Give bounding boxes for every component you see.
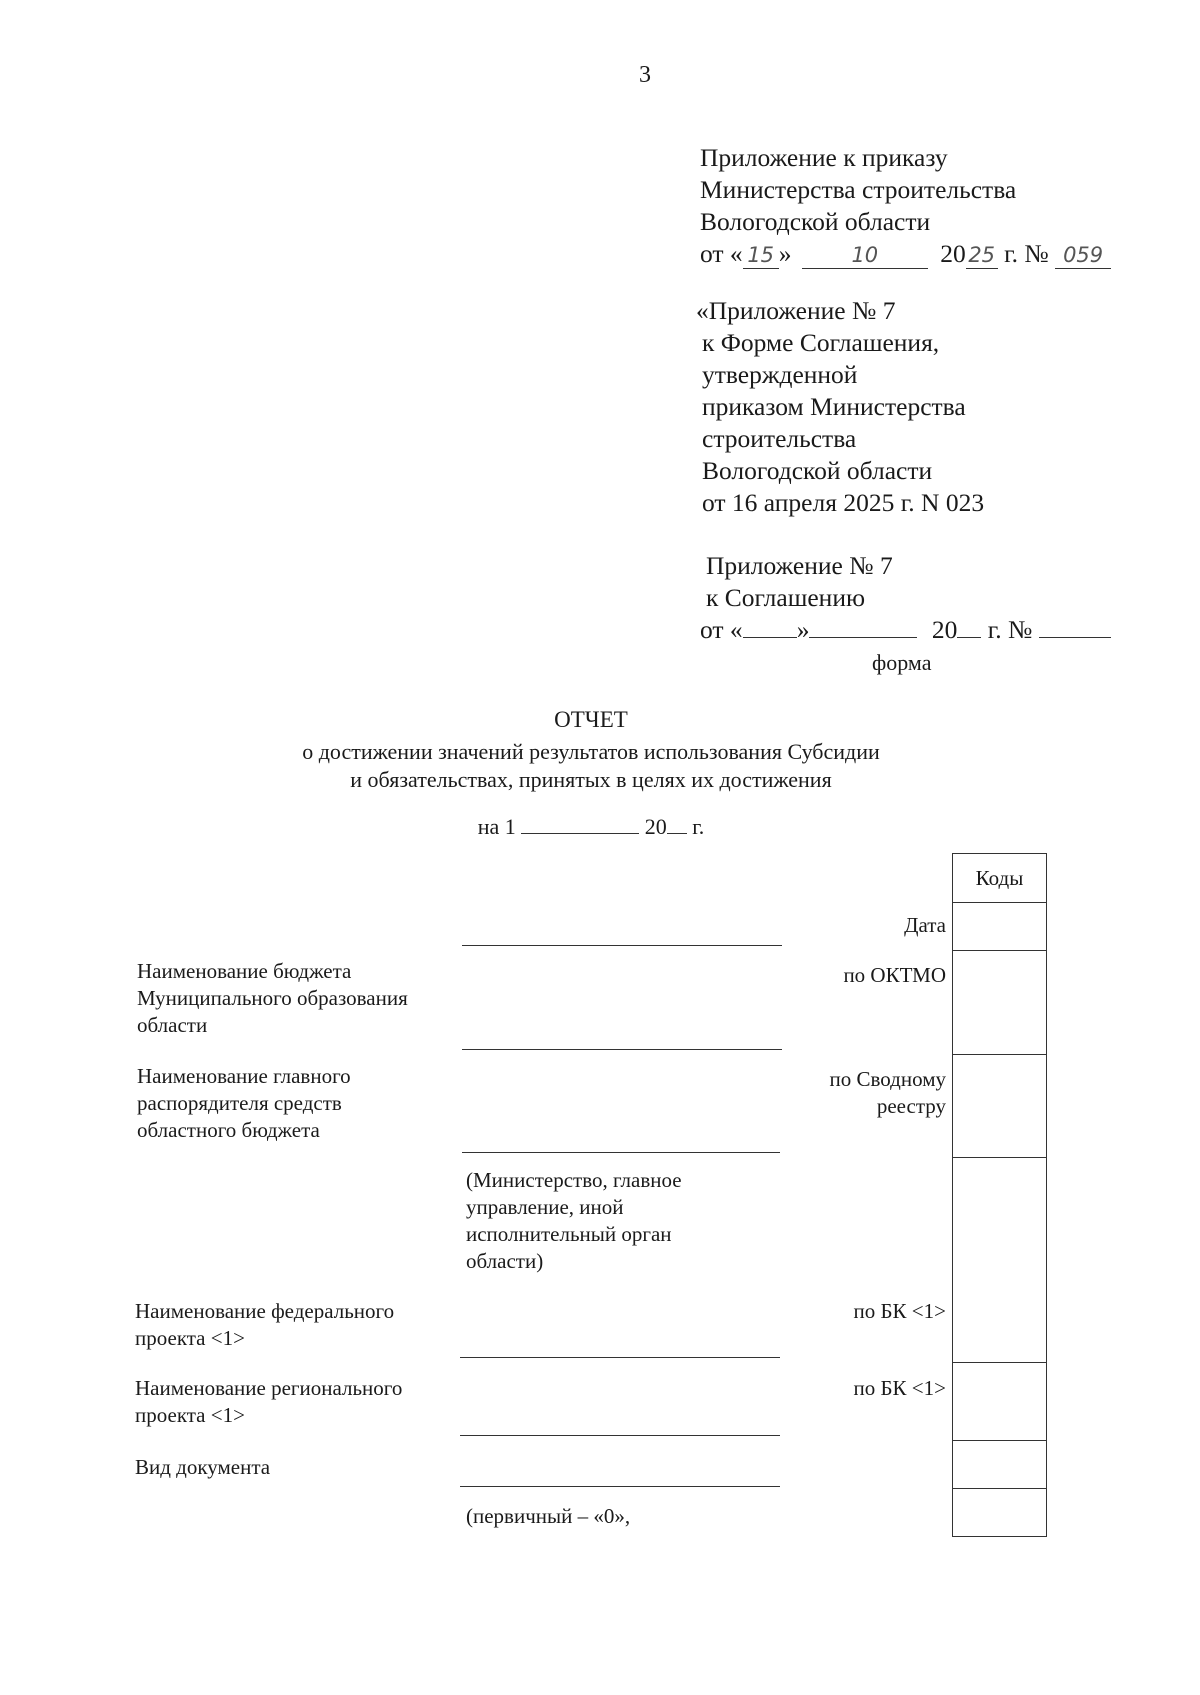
form-appendix-line-4: приказом Министерства — [702, 392, 966, 421]
report-date-blank — [521, 833, 639, 834]
fill-line-date — [462, 945, 782, 946]
agreement-number-blank — [1039, 637, 1111, 638]
fill-line-manager — [462, 1152, 780, 1153]
agreement-date-month-blank — [809, 637, 917, 638]
agreement-date-close: » — [796, 615, 810, 644]
regional-label — [135, 1375, 402, 1429]
codes-divider-6 — [952, 1440, 1047, 1441]
order-year-prefix: 20 — [940, 239, 966, 268]
report-year-prefix: 20 — [644, 814, 667, 839]
federal-label-line-1: Наименование федерального — [135, 1299, 395, 1323]
federal-label-line-2: проекта <1> — [135, 1326, 245, 1350]
agreement-date-day-blank — [743, 637, 797, 638]
budget-label-line-2: Муниципального образования — [137, 986, 408, 1010]
report-year-blank — [667, 833, 687, 834]
form-appendix-block — [696, 295, 984, 519]
codes-divider-3 — [952, 1054, 1047, 1055]
regional-label-line-1: Наименование регионального — [135, 1376, 403, 1400]
doc-type-label: Вид документа — [135, 1455, 271, 1479]
form-appendix-line-5: строительства — [702, 424, 857, 453]
agreement-date-prefix: от « — [700, 615, 743, 644]
label-registry-1: по Сводному — [829, 1067, 946, 1091]
order-year-suffix: 25 — [966, 242, 998, 269]
ministry-note-line-1: (Министерство, главное — [466, 1168, 682, 1192]
report-date-suffix: г. — [692, 814, 705, 839]
doc-type-note: (первичный – «0», — [466, 1504, 631, 1528]
fill-line-doc-type — [460, 1486, 780, 1487]
federal-label — [135, 1298, 394, 1352]
ministry-note — [466, 1167, 682, 1275]
order-number: 059 — [1055, 242, 1111, 269]
label-registry-2: реестру — [876, 1094, 946, 1118]
order-date-month: 10 — [802, 242, 928, 269]
manager-label — [137, 1063, 351, 1144]
label-date: Дата — [904, 913, 946, 937]
fill-line-federal — [460, 1357, 780, 1358]
form-appendix-line-6: Вологодской области — [702, 456, 933, 485]
budget-label-line-3: области — [137, 1013, 208, 1037]
fill-line-budget — [462, 1049, 782, 1050]
manager-label-line-3: областного бюджета — [137, 1118, 320, 1142]
report-date-prefix: на 1 — [477, 814, 516, 839]
codes-header: Коды — [975, 866, 1024, 890]
codes-divider-1 — [952, 902, 1047, 903]
order-appendix-line-2: Министерства строительства — [700, 175, 1017, 204]
manager-label-line-1: Наименование главного — [137, 1064, 351, 1088]
regional-label-line-2: проекта <1> — [135, 1403, 245, 1427]
form-appendix-line-3: утвержденной — [702, 360, 858, 389]
agreement-number-prefix: г. № — [987, 615, 1033, 644]
codes-divider-7 — [952, 1488, 1047, 1489]
form-label: форма — [872, 650, 932, 675]
budget-label — [137, 958, 408, 1039]
order-number-prefix: г. № — [1004, 239, 1049, 268]
agreement-appendix-line-2: к Соглашению — [706, 583, 866, 612]
agreement-appendix-block — [706, 550, 893, 614]
order-appendix-line-1: Приложение к приказу — [700, 143, 948, 172]
ministry-note-line-4: области) — [466, 1249, 544, 1273]
report-subtitle-1: о достижении значений результатов использования Субсидии — [302, 739, 880, 764]
agreement-date-line — [700, 614, 1111, 646]
label-bk-1: по БК <1> — [853, 1299, 946, 1323]
report-title: ОТЧЕТ — [554, 707, 628, 732]
ministry-note-line-3: исполнительный орган — [466, 1222, 672, 1246]
codes-divider-2 — [952, 950, 1047, 951]
order-date-close: » — [778, 239, 792, 268]
form-appendix-line-2: к Форме Соглашения, — [702, 328, 940, 357]
agreement-year-prefix: 20 — [931, 615, 958, 644]
form-appendix-line-7: от 16 апреля 2025 г. N 023 — [702, 488, 985, 517]
ministry-note-line-2: управление, иной — [466, 1195, 624, 1219]
label-bk-2: по БК <1> — [853, 1376, 946, 1400]
codes-divider-5 — [952, 1362, 1047, 1363]
order-appendix-block — [700, 142, 1111, 270]
order-date-prefix: от « — [700, 239, 743, 268]
page-number: 3 — [639, 62, 651, 88]
report-date-line — [0, 814, 1182, 840]
form-appendix-line-1: «Приложение № 7 — [696, 296, 896, 325]
order-appendix-line-3: Вологодской области — [700, 207, 931, 236]
codes-divider-8 — [952, 1536, 1047, 1537]
agreement-year-blank — [957, 637, 981, 638]
manager-label-line-2: распорядителя средств — [137, 1091, 342, 1115]
budget-label-line-1: Наименование бюджета — [137, 959, 352, 983]
label-oktmo: по ОКТМО — [843, 963, 946, 987]
report-subtitle-2: и обязательствах, принятых в целях их достижения — [350, 767, 832, 792]
order-date-day: 15 — [743, 242, 779, 269]
fill-line-regional — [460, 1435, 780, 1436]
codes-divider-4 — [952, 1157, 1047, 1158]
agreement-appendix-line-1: Приложение № 7 — [706, 551, 893, 580]
codes-column — [952, 853, 1047, 1537]
order-date-line — [700, 238, 1111, 270]
